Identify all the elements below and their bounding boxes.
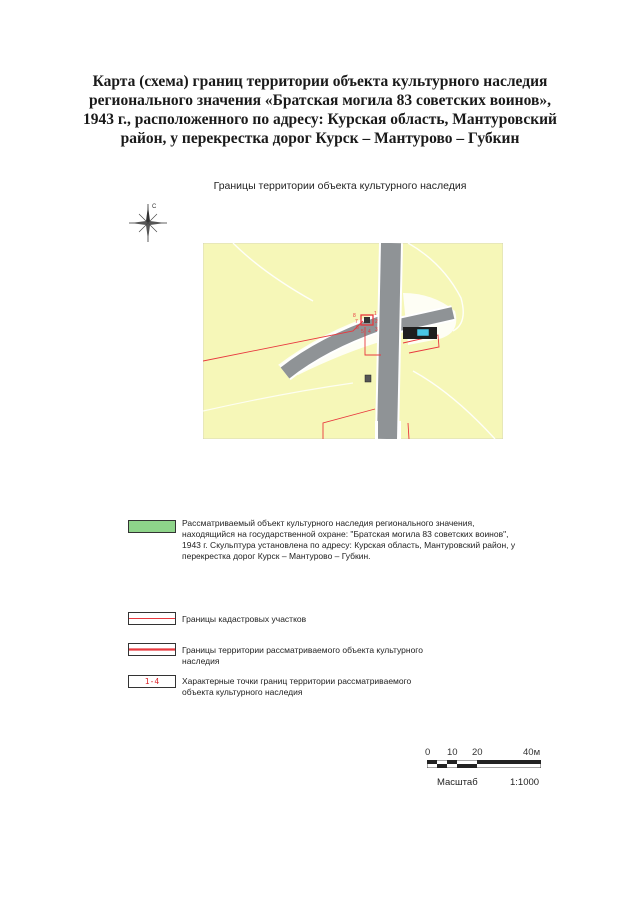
scale-tick-label: 10: [447, 747, 458, 758]
title-line: регионального значения «Братская могила 83 советских воинов»,: [89, 92, 551, 109]
legend-line: перекрестка дорог Курск – Мантурово – Губкин.: [182, 551, 371, 561]
legend-line: 1943 г. Скульптура установлена по адресу: Курская область, Мантуровский район, у: [182, 540, 516, 550]
road: [387, 243, 391, 439]
boundary-point-label: 7: [355, 319, 358, 325]
document-title: [60, 72, 580, 148]
scale-bar: [427, 760, 541, 768]
legend-territory-swatch: [128, 643, 176, 656]
legend-points-swatch: 1-4: [128, 675, 176, 688]
legend-cadastral-text: Границы кадастровых участков: [182, 614, 307, 624]
map-caption: Границы территории объекта культурного наследия: [213, 180, 467, 192]
legend-line: находящийся на государственной охране: "Братская могила 83 советских воинов",: [182, 529, 509, 539]
legend-territory-text: [182, 645, 423, 667]
boundary-point-label: 3: [375, 327, 378, 333]
boundary-point-label: 2: [375, 319, 378, 325]
legend-line: наследия: [182, 656, 220, 666]
road-edge-marking: [398, 421, 401, 439]
legend-line: объекта культурного наследия: [182, 687, 303, 697]
legend-points-text: [182, 676, 411, 698]
boundary-point-label: 8: [353, 313, 356, 319]
small-structure: [365, 375, 371, 382]
site-map: [203, 243, 503, 439]
legend-line: Характерные точки границ территории рассматриваемого: [182, 676, 412, 686]
legend-line: Рассматриваемый объект культурного наследия регионального значения,: [182, 518, 475, 528]
north-arrow-icon: [125, 200, 171, 246]
boundary-point-label: 1: [374, 311, 377, 317]
legend-line: Границы территории рассматриваемого объекта культурного: [182, 645, 423, 655]
building-light: [417, 329, 429, 336]
scale-label: Масштаб: [437, 777, 478, 788]
boundary-point-label: 5: [361, 329, 364, 335]
legend-object-swatch: [128, 520, 176, 533]
monument-marker: [364, 317, 370, 323]
boundary-point-label: 4: [368, 329, 371, 335]
scale-ratio: 1:1000: [510, 777, 540, 788]
compass-letter: С: [152, 204, 157, 210]
title-line: Карта (схема) границ территории объекта культурного наследия: [92, 73, 548, 90]
scale-tick-label: 0: [425, 747, 431, 758]
legend-object-text: [182, 518, 542, 562]
scale-tick-label: 20: [472, 747, 483, 758]
scale-tick-label: 40м: [523, 747, 541, 758]
title-line: район, у перекрестка дорог Курск – Мантурово – Губкин: [120, 130, 520, 147]
title-line: 1943 г., расположенного по адресу: Курская область, Мантуровский: [83, 111, 557, 128]
legend-cadastral-swatch: [128, 612, 176, 625]
boundary-point-label: 6: [356, 325, 359, 331]
road-edge-marking: [375, 421, 378, 439]
